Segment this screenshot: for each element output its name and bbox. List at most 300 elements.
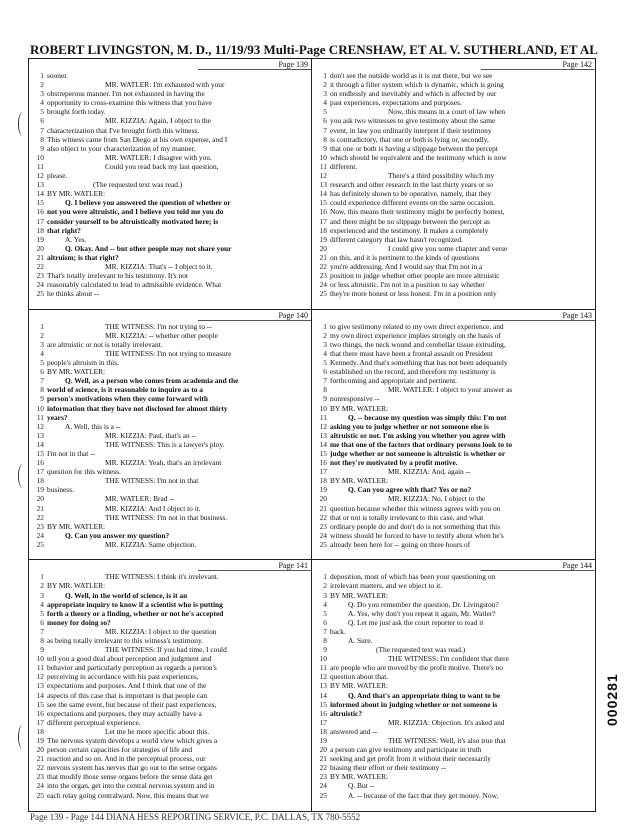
- transcript-line: [315, 217, 592, 226]
- line-number: 16: [319, 458, 327, 468]
- line-text: reaction and so on. And in the perceptual process, our: [47, 754, 206, 764]
- line-number: 21: [319, 754, 327, 764]
- line-number: 22: [36, 763, 44, 773]
- line-text: don't see the outside world as it is out there, but we see: [330, 71, 493, 80]
- line-text: perceiving in accordance with his past experiences,: [47, 672, 199, 682]
- line-text: could experience different events on the same occasion.: [330, 198, 495, 208]
- line-text: you're addressing. And I would say that I'm not in a: [330, 261, 483, 271]
- transcript-line: [32, 513, 308, 522]
- transcript-line: [315, 609, 592, 618]
- line-text: I'm not in that --: [47, 448, 96, 458]
- line-number: 19: [36, 485, 44, 495]
- line-number: 25: [319, 539, 327, 549]
- line-text: Now, this means in a court of law when: [388, 107, 506, 117]
- line-number: 12: [36, 171, 44, 181]
- line-text: past experiences, expectations and purposes.: [330, 98, 462, 108]
- line-number: 3: [40, 89, 44, 99]
- line-text: irrelevant matters, and we object to it.: [330, 581, 443, 591]
- transcript-line: [32, 244, 308, 253]
- margin-mark: [18, 725, 27, 749]
- line-number: 15: [319, 448, 327, 458]
- transcript-line: [315, 476, 592, 485]
- line-number: 3: [40, 339, 44, 349]
- transcript-line: [32, 572, 308, 581]
- transcript-line: [32, 271, 308, 280]
- line-text: my own direct experience implies strongly on the basis of: [330, 330, 501, 340]
- line-text: Kennedy. And that's something that has not been adequately: [330, 358, 508, 368]
- line-text: judge whether or not someone is altruistic is whether or: [330, 448, 506, 458]
- transcript-line: [315, 226, 592, 235]
- transcript-line: [32, 591, 308, 600]
- line-number: 1: [40, 572, 44, 582]
- line-number: 18: [36, 726, 44, 736]
- transcript-line: [315, 718, 592, 727]
- transcript-line: [32, 235, 308, 244]
- transcript-line: [315, 431, 592, 440]
- line-text: obstreperous manner. I'm not exhausted in having the: [47, 89, 205, 99]
- line-number: 14: [319, 690, 327, 700]
- transcript-line: [32, 540, 308, 549]
- line-text: aspects of this case that is important is that people can: [47, 690, 208, 700]
- line-number: 20: [36, 745, 44, 755]
- line-text: opportunity to cross-examine this witness that you have: [47, 98, 212, 108]
- line-number: 8: [40, 134, 44, 144]
- line-number: 2: [323, 330, 327, 340]
- line-number: 25: [36, 289, 44, 299]
- margin-mark: [18, 112, 27, 136]
- line-text: The nervous system develops a world view which gives a: [47, 736, 218, 746]
- line-number: 10: [36, 654, 44, 664]
- line-text: Now, this means their testimony might be perfectly honest,: [330, 207, 505, 217]
- line-text: information that they have not disclosed for almost thirty: [47, 403, 228, 413]
- line-number: 23: [36, 772, 44, 782]
- line-number: 18: [319, 726, 327, 736]
- line-number: 12: [319, 171, 327, 181]
- line-number: 25: [319, 790, 327, 800]
- transcript-line: [315, 71, 592, 80]
- line-number: 25: [36, 790, 44, 800]
- line-number: 19: [319, 485, 327, 495]
- transcript-line: [32, 691, 308, 700]
- transcript-line: [32, 289, 308, 298]
- line-number: 18: [36, 225, 44, 235]
- transcript-line: [315, 349, 592, 358]
- line-number: 11: [319, 663, 327, 673]
- transcript-line: [32, 404, 308, 413]
- line-text: MR. KIZZIA: Yeah, that's an irrelevant: [105, 458, 222, 468]
- transcript-line: [315, 791, 592, 800]
- transcript-page: [29, 310, 312, 561]
- line-text: A. Sure.: [348, 635, 373, 645]
- transcript-line: [315, 531, 592, 540]
- line-text: to give testimony related to my own direct experience, and: [330, 321, 504, 331]
- transcript-line: [32, 171, 308, 180]
- page-number-label: Page 139: [198, 60, 311, 70]
- line-text: please.: [47, 171, 68, 181]
- line-number: 8: [40, 635, 44, 645]
- transcript-line: [315, 126, 592, 135]
- line-number: 14: [319, 189, 327, 199]
- footer-text: Page 139 - Page 144 DIANA HESS REPORTING SERVICE, P.C. DALLAS, TX 780-5552: [30, 812, 361, 822]
- transcript-line: [315, 98, 592, 107]
- transcript-line: [32, 217, 308, 226]
- line-text: event, in law you ordinarily interpret if their testimony: [330, 125, 492, 135]
- transcript-line: [315, 709, 592, 718]
- line-text: BY MR. WATLER:: [47, 521, 106, 531]
- transcript-line: [32, 394, 308, 403]
- transcript-line: [315, 745, 592, 754]
- line-text: has definitely shown to be operative, namely, that they: [330, 189, 492, 199]
- line-number: 24: [36, 530, 44, 540]
- line-number: 20: [319, 494, 327, 504]
- line-number: 16: [36, 458, 44, 468]
- line-text: people's altruism in this.: [47, 358, 119, 368]
- transcript-line: [315, 781, 592, 790]
- line-text: reasonably calculated to lead to admissible evidence. What: [47, 280, 222, 290]
- transcript-line: [32, 449, 308, 458]
- line-number: 18: [36, 476, 44, 486]
- transcript-line: [315, 244, 592, 253]
- margin-mark: [18, 464, 27, 488]
- line-text: MR. WATLER: I object to your answer as: [388, 385, 513, 395]
- line-number: 15: [36, 198, 44, 208]
- line-text: THE WITNESS: I'm not in that business.: [105, 512, 228, 522]
- transcript-line: [315, 385, 592, 394]
- line-text: A. Yes.: [65, 234, 87, 244]
- line-text: That's totally irrelevant to his testimony. It's not: [47, 271, 188, 281]
- transcript-line: [315, 467, 592, 476]
- transcript-line: [315, 153, 592, 162]
- line-text: THE WITNESS: I'm not trying to --: [105, 321, 212, 331]
- transcript-line: [32, 681, 308, 690]
- line-text: There's a third possibility which my: [388, 171, 495, 181]
- line-text: MR. KIZZIA: That's -- I object to it.: [105, 261, 213, 271]
- transcript-line: [32, 522, 308, 531]
- transcript-line: [315, 681, 592, 690]
- transcript-line: [32, 672, 308, 681]
- line-text: Q. I believe you answered the question of whether or: [65, 198, 231, 208]
- transcript-line: [32, 116, 308, 125]
- line-text: MR. KIZZIA: -- whether other people: [105, 330, 218, 340]
- line-number: 16: [36, 207, 44, 217]
- transcript-line: [315, 207, 592, 216]
- line-text: position to judge whether other people are more altruistic: [330, 271, 500, 281]
- transcript-line: [32, 745, 308, 754]
- line-text: expectations and purposes, they may actually have a: [47, 708, 202, 718]
- line-number: 13: [36, 430, 44, 440]
- line-text: BY MR. WATLER:: [330, 772, 389, 782]
- line-text: into the organ, get into the central nervous system and in: [47, 781, 215, 791]
- line-number: 16: [319, 708, 327, 718]
- line-number: 1: [40, 71, 44, 80]
- line-number: 17: [36, 216, 44, 226]
- bates-number: 000281: [604, 673, 620, 727]
- transcript-line: [32, 772, 308, 781]
- transcript-line: [32, 107, 308, 116]
- line-text: MR. WATLER: Brad --: [105, 494, 175, 504]
- transcript-line: [32, 700, 308, 709]
- line-number: 15: [319, 699, 327, 709]
- line-number: 4: [40, 348, 44, 358]
- line-text: Q. Let me just ask the court reporter to read it: [348, 617, 484, 627]
- line-number: 21: [36, 503, 44, 513]
- line-number: 24: [319, 781, 327, 791]
- transcript-line: [32, 385, 308, 394]
- transcript-line: [32, 189, 308, 198]
- line-number: 22: [319, 261, 327, 271]
- line-text: each relay going centralward. Now, this means that we: [47, 790, 209, 800]
- line-text: altruistic or not. I'm asking you whether you agree with: [330, 430, 506, 440]
- line-text: Could you read back my last question,: [105, 161, 219, 171]
- transcript-line: [32, 485, 308, 494]
- transcript-page: [312, 560, 595, 811]
- line-number: 9: [323, 645, 327, 655]
- line-number: 14: [36, 189, 44, 199]
- line-number: 8: [323, 134, 327, 144]
- transcript-line: [32, 331, 308, 340]
- transcript-line: [315, 700, 592, 709]
- line-text: question because whether this witness agrees with you on: [330, 503, 501, 513]
- transcript-line: [32, 431, 308, 440]
- line-number: 3: [323, 89, 327, 99]
- transcript-line: [315, 271, 592, 280]
- line-text: you ask two witnesses to give testimony about the same: [330, 116, 496, 126]
- line-text: MR. KIZZIA: No, I object to the: [388, 494, 486, 504]
- line-text: BY MR. WATLER:: [47, 581, 106, 591]
- transcript-line: [32, 636, 308, 645]
- line-text: world of science, is it reasonable to inquire as to a: [47, 385, 203, 395]
- transcript-line: [32, 718, 308, 727]
- line-text: characterization that I've brought forth this witness.: [47, 125, 200, 135]
- line-number: 21: [319, 252, 327, 262]
- transcript-line: [315, 522, 592, 531]
- line-text: not you were altruistic, and I believe you told me you do: [47, 207, 224, 217]
- line-number: 25: [36, 539, 44, 549]
- line-text: business.: [47, 485, 74, 495]
- line-number: 15: [319, 198, 327, 208]
- line-number: 11: [36, 161, 44, 171]
- line-text: Q. But --: [348, 781, 375, 791]
- transcript-page: [312, 310, 595, 561]
- line-text: also object to your characterization of my manner.: [47, 143, 196, 153]
- transcript-line: [315, 772, 592, 781]
- transcript-line: [32, 600, 308, 609]
- line-text: Q. Well, as a person who comes from academia and the: [65, 376, 239, 386]
- line-number: 17: [36, 467, 44, 477]
- transcript-line: [315, 494, 592, 503]
- line-number: 24: [36, 280, 44, 290]
- transcript-line: [315, 367, 592, 376]
- line-number: 15: [36, 699, 44, 709]
- line-text: is contradictory, that one or both is lying or, secondly,: [330, 134, 489, 144]
- line-number: 11: [36, 663, 44, 673]
- transcript-line: [32, 262, 308, 271]
- line-text: on this, and it is pertinent to the kinds of questions: [330, 252, 480, 262]
- line-number: 2: [40, 80, 44, 90]
- transcript-line: [32, 531, 308, 540]
- line-text: forthcoming and appropriate and pertinent.: [330, 376, 458, 386]
- transcript-line: [32, 80, 308, 89]
- transcript-line: [32, 654, 308, 663]
- line-text: witness should be forced to have to testify about when he's: [330, 530, 504, 540]
- transcript-line: [315, 618, 592, 627]
- transcript-line: [32, 162, 308, 171]
- line-text: different category that law hasn't recognized.: [330, 234, 463, 244]
- line-text: nonresponsive --: [330, 394, 380, 404]
- line-number: 4: [323, 348, 327, 358]
- transcript-line: [315, 253, 592, 262]
- transcript-line: [315, 645, 592, 654]
- line-number: 19: [319, 234, 327, 244]
- line-number: 10: [319, 654, 327, 664]
- line-number: 22: [36, 261, 44, 271]
- line-number: 9: [323, 143, 327, 153]
- line-number: 8: [323, 385, 327, 395]
- transcript-line: [32, 709, 308, 718]
- line-number: 22: [319, 512, 327, 522]
- transcript-line: [315, 107, 592, 116]
- line-text: he thinks about --: [47, 289, 99, 299]
- transcript-line: [32, 180, 308, 189]
- line-text: MR. WATLER: I disagree with you.: [105, 152, 212, 162]
- line-number: 12: [319, 672, 327, 682]
- line-number: 6: [40, 617, 44, 627]
- page-number-label: Page 142: [481, 60, 595, 70]
- line-number: 21: [36, 754, 44, 764]
- line-number: 3: [323, 339, 327, 349]
- transcript-line: [315, 485, 592, 494]
- line-number: 9: [323, 394, 327, 404]
- line-number: 20: [319, 745, 327, 755]
- line-number: 10: [319, 403, 327, 413]
- transcript-line: [32, 135, 308, 144]
- transcript-line: [315, 513, 592, 522]
- line-number: 11: [319, 161, 327, 171]
- transcript-line: [32, 627, 308, 636]
- line-number: 4: [40, 98, 44, 108]
- transcript-line: [32, 763, 308, 772]
- line-number: 13: [36, 180, 44, 190]
- transcript-line: [32, 663, 308, 672]
- line-text: Q. -- because my question was simply this: I'm not: [348, 412, 507, 422]
- line-text: a person can give testimony and participate in truth: [330, 745, 482, 755]
- transcript-line: [32, 440, 308, 449]
- transcript-line: [32, 504, 308, 513]
- line-number: 17: [319, 467, 327, 477]
- line-text: I could give you some chapter and verse: [388, 243, 508, 253]
- line-text: Q. Okay. And -- but other people may not share your: [65, 243, 232, 253]
- line-number: 24: [319, 530, 327, 540]
- transcript-line: [315, 636, 592, 645]
- line-number: 19: [36, 234, 44, 244]
- line-text: BY MR. WATLER:: [330, 403, 389, 413]
- line-text: established on the record, and therefore my testimony is: [330, 367, 496, 377]
- transcript-line: [315, 736, 592, 745]
- line-number: 10: [319, 152, 327, 162]
- line-text: MR. KIZZIA: Same objection.: [105, 539, 197, 549]
- transcript-line: [315, 458, 592, 467]
- transcript-line: [32, 71, 308, 80]
- transcript-line: [32, 476, 308, 485]
- line-text: that right?: [47, 225, 81, 235]
- line-number: 2: [40, 330, 44, 340]
- transcript-line: [315, 89, 592, 98]
- line-text: are people who are moved by the profit motive. There's no: [330, 663, 503, 673]
- line-text: Q. Do you remember the question, Dr. Livingston?: [348, 599, 499, 609]
- line-number: 1: [323, 572, 327, 582]
- header-title: ROBERT LIVINGSTON, M. D., 11/19/93 Multi-Page CRENSHAW, ET AL V. SUTHERLAND, ET AL: [30, 42, 598, 57]
- line-text: MR. KIZZIA: And I object to it.: [105, 503, 201, 513]
- line-text: person's motivations when they come forward with: [47, 394, 208, 404]
- line-number: 2: [323, 581, 327, 591]
- transcript-line: [315, 80, 592, 89]
- line-number: 3: [323, 590, 327, 600]
- line-number: 3: [40, 590, 44, 600]
- transcript-line: [32, 144, 308, 153]
- line-text: answered and --: [330, 726, 378, 736]
- line-text: person certain capacities for strategies of life and: [47, 745, 193, 755]
- line-text: THE WITNESS: Well, it's also true that: [388, 736, 506, 746]
- transcript-line: [32, 358, 308, 367]
- transcript-line: [315, 322, 592, 331]
- line-text: MR. KIZZIA: Again, I object to the: [105, 116, 211, 126]
- line-number: 20: [36, 243, 44, 253]
- line-number: 10: [36, 152, 44, 162]
- line-text: THE WITNESS: I'm not in that: [105, 476, 199, 486]
- line-number: 10: [36, 403, 44, 413]
- transcript-grid: [28, 58, 596, 812]
- line-text: THE WITNESS: This is a lawyer's ploy.: [105, 439, 225, 449]
- transcript-line: [315, 235, 592, 244]
- line-text: that modify those sense organs before the sense data get: [47, 772, 213, 782]
- line-number: 19: [36, 736, 44, 746]
- line-number: 7: [323, 376, 327, 386]
- line-text: altruistic?: [330, 708, 363, 718]
- line-text: MR. KIZZIA: Paul, that's an --: [105, 430, 197, 440]
- line-text: THE WITNESS: I'm confident that there: [388, 654, 509, 664]
- transcript-line: [315, 600, 592, 609]
- transcript-line: [32, 467, 308, 476]
- line-text: Q. Well, in the world of science, is it an: [65, 590, 188, 600]
- line-text: A. -- because of the fact that they get money. Now,: [348, 790, 499, 800]
- line-number: 1: [323, 321, 327, 331]
- transcript-line: [315, 504, 592, 513]
- transcript-page: [29, 560, 312, 811]
- line-text: different.: [330, 161, 358, 171]
- line-number: 9: [40, 394, 44, 404]
- line-text: MR. KIZZIA: And, again --: [388, 467, 471, 477]
- line-number: 16: [319, 207, 327, 217]
- line-number: 13: [36, 681, 44, 691]
- transcript-page: [29, 59, 312, 310]
- transcript-line: [315, 591, 592, 600]
- line-number: 7: [40, 376, 44, 386]
- line-text: different perceptual experience.: [47, 717, 141, 727]
- transcript-line: [315, 162, 592, 171]
- line-number: 7: [40, 125, 44, 135]
- line-text: expectations and purposes. And I think that one of the: [47, 681, 207, 691]
- line-number: 20: [36, 494, 44, 504]
- transcript-line: [32, 367, 308, 376]
- line-number: 8: [40, 385, 44, 395]
- line-number: 6: [40, 116, 44, 126]
- line-text: nervous system has nerves that go out to the sense organs: [47, 763, 217, 773]
- transcript-line: [315, 289, 592, 298]
- page-number-label: Page 144: [481, 561, 595, 571]
- transcript-line: [32, 376, 308, 385]
- transcript-line: [32, 736, 308, 745]
- line-number: 19: [319, 736, 327, 746]
